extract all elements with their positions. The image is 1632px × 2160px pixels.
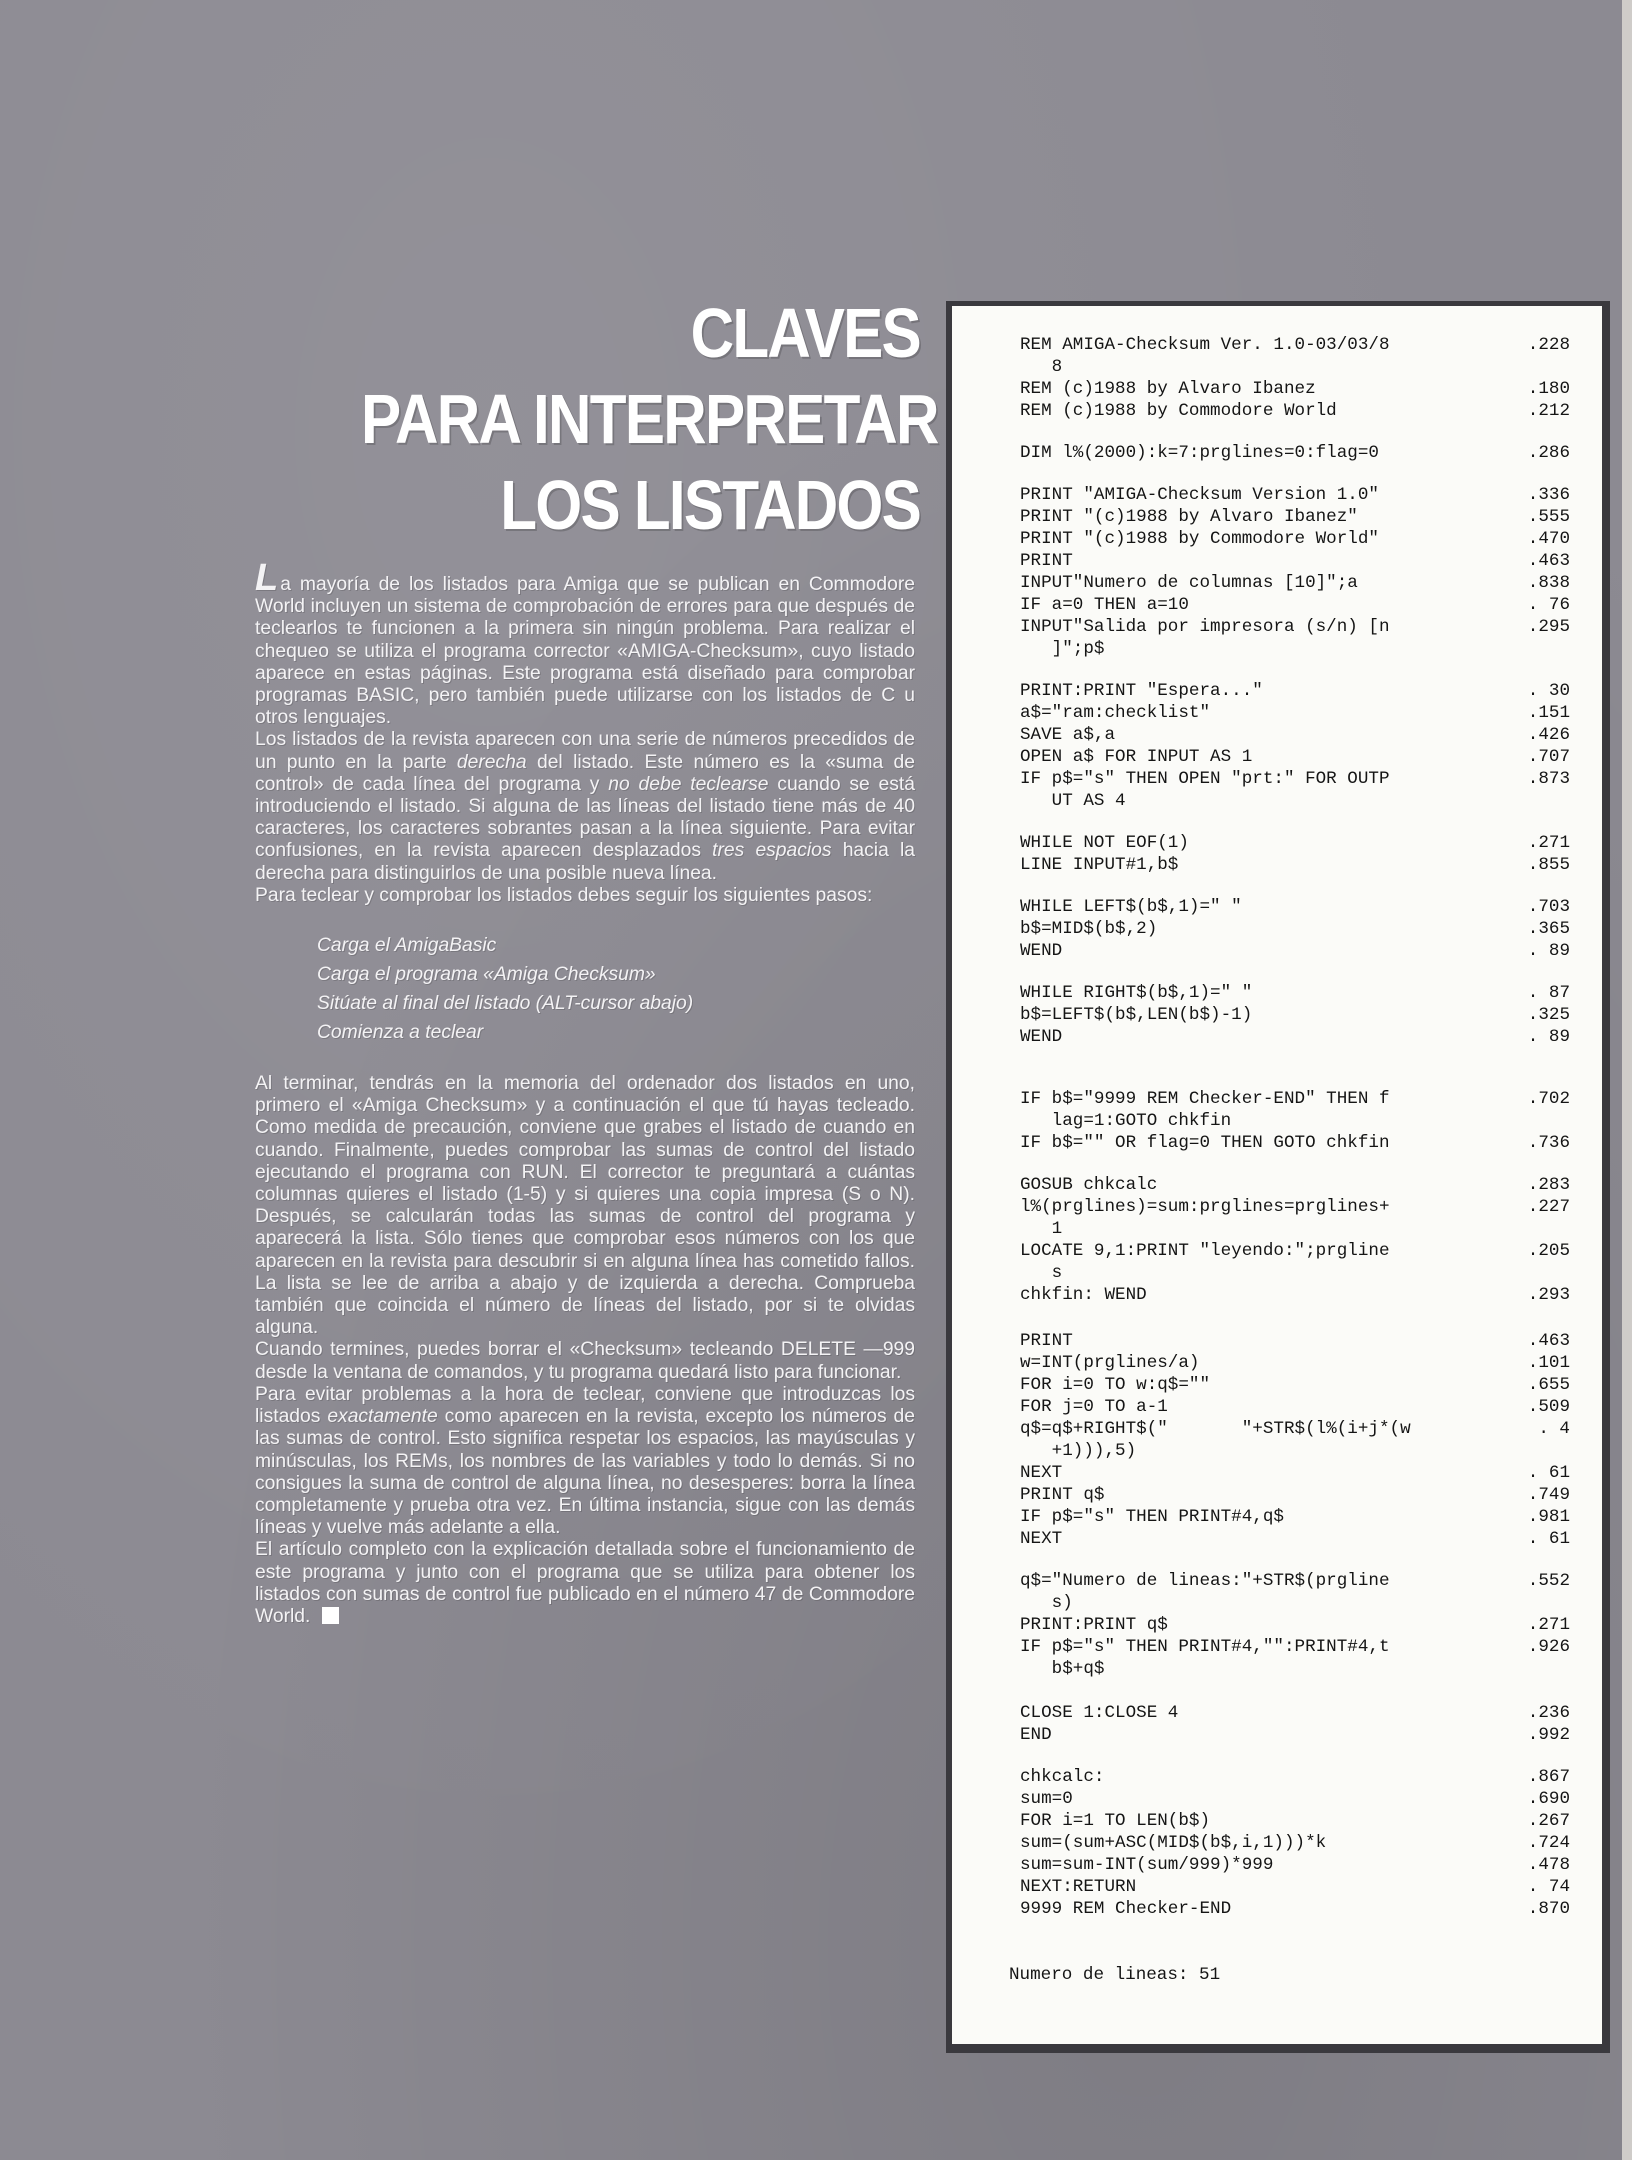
text-run: hacia la derecha para distinguirlos de una posible nueva línea. <box>255 840 915 884</box>
checksum-value: .724 <box>1527 1833 1570 1853</box>
checksum-value: .992 <box>1527 1725 1570 1745</box>
code-text: GOSUB chkcalc <box>1020 1175 1158 1195</box>
checksum-value: . 76 <box>1527 595 1570 615</box>
code-text: chkfin: WEND <box>1020 1285 1147 1305</box>
checksum-value: .870 <box>1527 1899 1570 1919</box>
checksum-value: .227 <box>1527 1197 1570 1217</box>
checksum-value: .267 <box>1527 1811 1570 1831</box>
code-text: END <box>1020 1725 1052 1745</box>
paragraph-exactly <box>255 1384 915 1539</box>
paragraph-steps-intro: Para teclear y comprobar los listados debes seguir los siguientes pasos: <box>255 884 873 906</box>
checksum-value: .295 <box>1527 617 1570 637</box>
checksum-value: . 61 <box>1527 1463 1570 1483</box>
code-text: NEXT:RETURN <box>1020 1877 1137 1897</box>
code-text: IF b$="9999 REM Checker-END" THEN f <box>1020 1089 1390 1109</box>
code-text: l%(prglines)=sum:prglines=prglines+ <box>1020 1197 1390 1217</box>
paragraph-after-typing: Al terminar, tendrás en la memoria del ordenador dos listados en uno, primero el «Amiga Checksum» y a continuación el que tú hayas tecleado. Como medida de precaución, conviene que grabes el listado de cuando en cuando. Finalmente, puedes comprobar las sumas de control del listado ejecutando el programa con RUN. El corrector te preguntará a cuántas columnas quieres el listado (1-5) y si quieres una copia impresa (S o N). Después, se calcularán todas las sumas de control del programa y aparecerá la lista. Sólo tienes que comprobar esos números con los que aparecen en la revista para descubrir si en alguna línea has cometido fallos. La lista se lee de arriba a abajo y de izquierda a derecha. Comprueba también que coincida el número de líneas del listado, por si te olvidas alguna. <box>255 1073 915 1339</box>
code-text: PRINT "AMIGA-Checksum Version 1.0" <box>1020 485 1379 505</box>
checksum-value: .336 <box>1527 485 1570 505</box>
checksum-value: .838 <box>1527 573 1570 593</box>
code-text: b$=LEFT$(b$,LEN(b$)-1) <box>1020 1005 1253 1025</box>
code-text: sum=(sum+ASC(MID$(b$,i,1)))*k <box>1020 1833 1327 1853</box>
code-text: INPUT"Numero de columnas [10]";a <box>1020 573 1358 593</box>
checksum-value: .655 <box>1527 1375 1570 1395</box>
checksum-value: . 74 <box>1527 1877 1570 1897</box>
checksum-value: .101 <box>1527 1353 1570 1373</box>
checksum-value: .703 <box>1527 897 1570 917</box>
code-text: FOR i=1 TO LEN(b$) <box>1020 1811 1211 1831</box>
checksum-value: .463 <box>1527 1331 1570 1351</box>
text-run: como aparecen en la revista, excepto los números de las sumas de control. Esto significa respetar los espacios, las mayúsculas y minúsculas, los REMs, los nombres de las variables y todo lo demás. Si no consigues la suma de control de alguna línea, no desesperes: borra la línea completamente y prueba otra vez. En última instancia, sigue con las demás líneas y vuelve más adelante a ella. <box>255 1406 915 1539</box>
checksum-value: .690 <box>1527 1789 1570 1809</box>
code-text: PRINT:PRINT q$ <box>1020 1615 1168 1635</box>
checksum-value: .271 <box>1527 833 1570 853</box>
emphasis: tres espacios <box>712 840 832 862</box>
code-text: b$+q$ <box>1020 1659 1105 1679</box>
checksum-value: .205 <box>1527 1241 1570 1261</box>
checksum-value: .707 <box>1527 747 1570 767</box>
code-text: PRINT <box>1020 551 1073 571</box>
checksum-value: . 61 <box>1527 1529 1570 1549</box>
checksum-value: .271 <box>1527 1615 1570 1635</box>
code-text: q$=q$+RIGHT$(" "+STR$(l%(i+j*(w <box>1020 1419 1411 1439</box>
code-text: REM AMIGA-Checksum Ver. 1.0-03/03/8 <box>1020 335 1390 355</box>
code-text: WEND <box>1020 941 1063 961</box>
code-text: s <box>1020 1263 1063 1283</box>
code-text: IF p$="s" THEN PRINT#4,q$ <box>1020 1507 1284 1527</box>
checksum-value: .552 <box>1527 1571 1570 1591</box>
code-text: INPUT"Salida por impresora (s/n) [n <box>1020 617 1390 637</box>
code-text: sum=sum-INT(sum/999)*999 <box>1020 1855 1274 1875</box>
checksum-value: .463 <box>1527 551 1570 571</box>
code-text: lag=1:GOTO chkfin <box>1020 1111 1232 1131</box>
page-edge <box>1622 0 1632 2160</box>
checksum-value: .873 <box>1527 769 1570 789</box>
checksum-value: .470 <box>1527 529 1570 549</box>
code-listing <box>952 306 1602 2044</box>
code-text: w=INT(prglines/a) <box>1020 1353 1200 1373</box>
code-text: b$=MID$(b$,2) <box>1020 919 1158 939</box>
paragraph-reference <box>255 1539 915 1628</box>
checksum-value: .702 <box>1527 1089 1570 1109</box>
emphasis: no debe teclearse <box>608 773 769 795</box>
code-text: FOR j=0 TO a-1 <box>1020 1397 1168 1417</box>
step-item: Comienza a teclear <box>317 1022 484 1044</box>
code-text: q$="Numero de lineas:"+STR$(prgline <box>1020 1571 1390 1591</box>
checksum-value: .981 <box>1527 1507 1570 1527</box>
title-line-1: CLAVES <box>690 294 920 372</box>
code-text: WHILE RIGHT$(b$,1)=" " <box>1020 983 1253 1003</box>
checksum-value: .151 <box>1527 703 1570 723</box>
checksum-value: . 89 <box>1527 941 1570 961</box>
code-text: WHILE NOT EOF(1) <box>1020 833 1189 853</box>
code-text: PRINT "(c)1988 by Commodore World" <box>1020 529 1379 549</box>
step-item: Carga el AmigaBasic <box>317 935 497 957</box>
code-text: FOR i=0 TO w:q$="" <box>1020 1375 1211 1395</box>
code-text: a$="ram:checklist" <box>1020 703 1211 723</box>
code-text: NEXT <box>1020 1529 1063 1549</box>
page-title <box>361 290 938 548</box>
checksum-value: .180 <box>1527 379 1570 399</box>
code-text: DIM l%(2000):k=7:prglines=0:flag=0 <box>1020 443 1379 463</box>
drop-cap: L <box>255 557 279 599</box>
code-text: LINE INPUT#1,b$ <box>1020 855 1179 875</box>
text-run: El artículo completo con la explicación detallada sobre el funcionamiento de este programa y junto con el programa que se utiliza para obtener los listados con sumas de control fue publicado en el número 47 de Commodore World. <box>255 1539 915 1627</box>
checksum-value: .236 <box>1527 1703 1570 1723</box>
article-body <box>255 557 915 1628</box>
checksum-value: . 4 <box>1538 1419 1570 1439</box>
checksum-value: . 89 <box>1527 1027 1570 1047</box>
paragraph-intro <box>255 557 915 729</box>
paragraph-delete: Cuando termines, puedes borrar el «Checksum» tecleando DELETE —999 desde la ventana de comandos, y tu programa quedará listo para funcionar. <box>255 1339 915 1383</box>
checksum-value: .365 <box>1527 919 1570 939</box>
code-text: PRINT:PRINT "Espera..." <box>1020 681 1263 701</box>
paragraph-checksum-explained <box>255 729 915 884</box>
code-text: ]";p$ <box>1020 639 1105 659</box>
code-text: chkcalc: <box>1020 1767 1105 1787</box>
code-text: PRINT <box>1020 1331 1073 1351</box>
checksum-value: . 87 <box>1527 983 1570 1003</box>
checksum-value: .228 <box>1527 335 1570 355</box>
checksum-value: .325 <box>1527 1005 1570 1025</box>
checksum-value: .426 <box>1527 725 1570 745</box>
code-text: IF p$="s" THEN OPEN "prt:" FOR OUTP <box>1020 769 1390 789</box>
code-text: UT AS 4 <box>1020 791 1126 811</box>
code-text: +1))),5) <box>1020 1441 1137 1461</box>
code-text: REM (c)1988 by Alvaro Ibanez <box>1020 379 1316 399</box>
checksum-value: .212 <box>1527 401 1570 421</box>
code-text: LOCATE 9,1:PRINT "leyendo:";prgline <box>1020 1241 1390 1261</box>
text-run: del listado. Este número es la «suma de control» de cada línea del programa y <box>255 751 915 795</box>
title-line-2: PARA INTERPRETAR <box>361 380 938 458</box>
checksum-value: .867 <box>1527 1767 1570 1787</box>
code-text: 8 <box>1020 357 1063 377</box>
code-text: NEXT <box>1020 1463 1063 1483</box>
step-item: Carga el programa «Amiga Checksum» <box>317 964 656 986</box>
text-run: Los listados de la revista aparecen con una serie de números precedidos de un punto en la parte <box>255 729 915 773</box>
code-text: IF p$="s" THEN PRINT#4,"":PRINT#4,t <box>1020 1637 1390 1657</box>
emphasis: derecha <box>456 751 527 773</box>
checksum-value: .855 <box>1527 855 1570 875</box>
paragraph-intro-text: a mayoría de los listados para Amiga que se publican en Commodore World incluyen un sistema de comprobación de errores para que después de teclearlos te funcionen a la primera sin ningún problema. Para realizar el chequeo se utiliza el programa corrector «AMIGA-Checksum», cuyo listado aparece en estas páginas. Este programa está diseñado para comprobar programas BASIC, pero también puede utilizarse con los listados de C u otros lenguajes. <box>255 574 915 729</box>
code-text: 9999 REM Checker-END <box>1020 1899 1232 1919</box>
checksum-value: .286 <box>1527 443 1570 463</box>
code-text: s) <box>1020 1593 1073 1613</box>
code-text: sum=0 <box>1020 1789 1073 1809</box>
code-text: 1 <box>1020 1219 1063 1239</box>
code-text: OPEN a$ FOR INPUT AS 1 <box>1020 747 1253 767</box>
code-text: IF b$="" OR flag=0 THEN GOTO chkfin <box>1020 1133 1390 1153</box>
text-run: cuando se está introduciendo el listado. Si alguna de las líneas del listado tiene más de 40 caracteres, los caracteres sobrantes pasan a la línea siguiente. Para evitar confusiones, en la revista aparecen desplazados <box>255 773 915 862</box>
code-text: PRINT q$ <box>1020 1485 1105 1505</box>
checksum-value: .926 <box>1527 1637 1570 1657</box>
checksum-value: .736 <box>1527 1133 1570 1153</box>
code-text: REM (c)1988 by Commodore World <box>1020 401 1337 421</box>
step-item: Sitúate al final del listado (ALT-cursor abajo) <box>317 993 694 1015</box>
steps-list <box>317 931 915 1047</box>
code-text: WHILE LEFT$(b$,1)=" " <box>1020 897 1242 917</box>
checksum-value: .293 <box>1527 1285 1570 1305</box>
text-run: Para evitar problemas a la hora de teclear, conviene que introduzcas los listados <box>255 1383 915 1428</box>
code-text: IF a=0 THEN a=10 <box>1020 595 1189 615</box>
checksum-value: .749 <box>1527 1485 1570 1505</box>
code-text: PRINT "(c)1988 by Alvaro Ibanez" <box>1020 507 1358 527</box>
listing-footer: Numero de lineas: 51 <box>1009 1965 1221 1985</box>
checksum-value: .509 <box>1527 1397 1570 1417</box>
emphasis: exactamente <box>327 1406 438 1428</box>
code-text: SAVE a$,a <box>1020 725 1116 745</box>
code-text: WEND <box>1020 1027 1063 1047</box>
end-mark-icon <box>322 1607 339 1624</box>
checksum-value: . 30 <box>1527 681 1570 701</box>
checksum-value: .555 <box>1527 507 1570 527</box>
code-text: CLOSE 1:CLOSE 4 <box>1020 1703 1179 1723</box>
checksum-value: .478 <box>1527 1855 1570 1875</box>
title-line-3: LOS LISTADOS <box>500 466 920 544</box>
checksum-value: .283 <box>1527 1175 1570 1195</box>
